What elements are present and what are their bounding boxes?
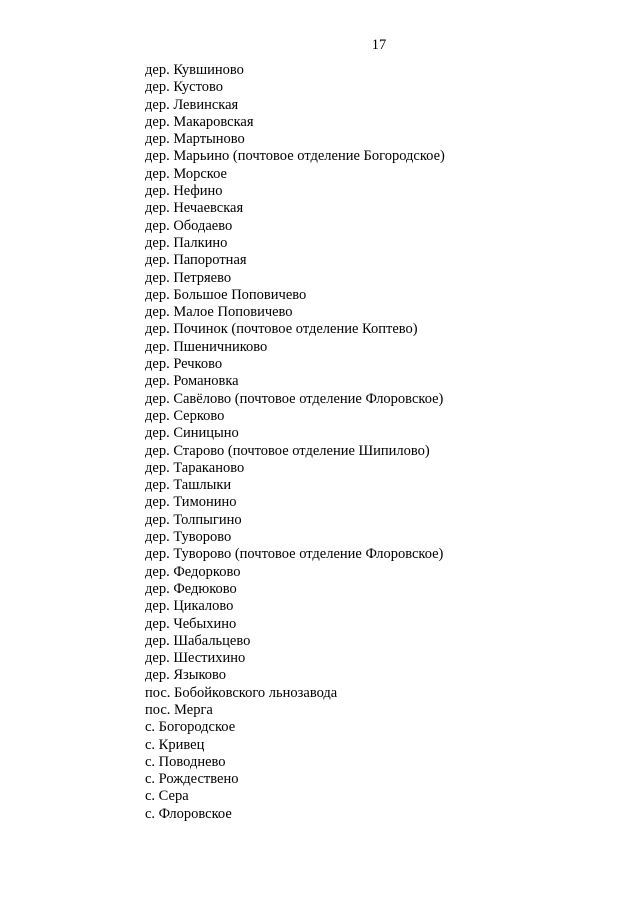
list-item: дер. Синицыно	[145, 425, 239, 442]
list-item: дер. Серково	[145, 407, 225, 424]
list-item: дер. Морское	[145, 165, 227, 182]
list-item: дер. Большое Поповичево	[145, 286, 307, 303]
list-item: с. Флоровское	[145, 805, 232, 822]
list-item: дер. Макаровская	[145, 113, 254, 130]
list-item: дер. Тараканово	[145, 459, 245, 476]
list-item: дер. Туворово (почтовое отделение Флоровское)	[145, 546, 444, 563]
list-item: пос. Бобойковского льнозавода	[145, 684, 338, 701]
list-item: дер. Романовка	[145, 373, 239, 390]
list-item: дер. Пшеничниково	[145, 338, 268, 355]
list-item: дер. Речково	[145, 356, 223, 373]
list-item: дер. Языково	[145, 667, 227, 684]
list-item: дер. Ободаево	[145, 217, 233, 234]
list-item: дер. Палкино	[145, 234, 228, 251]
list-item: дер. Чебыхино	[145, 615, 237, 632]
list-item: дер. Федорково	[145, 563, 241, 580]
list-item: дер. Кувшиново	[145, 62, 244, 78]
list-item: дер. Старово (почтовое отделение Шипилово)	[145, 442, 430, 459]
list-item: дер. Шестихино	[145, 650, 246, 667]
list-item: с. Богородское	[145, 719, 236, 736]
list-item: дер. Малое Поповичево	[145, 304, 293, 321]
list-item: дер. Федюково	[145, 580, 237, 597]
list-item: дер. Марьино (почтовое отделение Богородское)	[145, 148, 445, 165]
list-item: дер. Цикалово	[145, 598, 234, 615]
list-item: с. Рождествено	[145, 771, 239, 788]
list-item: дер. Нечаевская	[145, 200, 244, 217]
list-item: дер. Савёлово (почтовое отделение Флоровское)	[145, 390, 444, 407]
list-item: дер. Нефино	[145, 183, 223, 200]
list-item: дер. Тимонино	[145, 494, 237, 511]
list-item: дер. Шабальцево	[145, 632, 251, 649]
list-item: дер. Починок (почтовое отделение Коптево)	[145, 321, 418, 338]
list-item: пос. Мерга	[145, 701, 213, 718]
list-item: с. Кривец	[145, 736, 205, 753]
list-item: дер. Мартыново	[145, 131, 245, 148]
list-item: дер. Папоротная	[145, 252, 247, 269]
list-item: с. Сера	[145, 788, 189, 805]
list-item: дер. Ташлыки	[145, 477, 232, 494]
list-item: дер. Петряево	[145, 269, 232, 286]
list-item: с. Поводнево	[145, 753, 226, 770]
list-item: дер. Кустово	[145, 79, 223, 96]
list-item: дер. Левинская	[145, 96, 239, 113]
list-item: дер. Туворово	[145, 529, 232, 546]
settlement-list	[145, 62, 445, 823]
page-number: 17	[371, 37, 387, 53]
list-item: дер. Толпыгино	[145, 511, 242, 528]
